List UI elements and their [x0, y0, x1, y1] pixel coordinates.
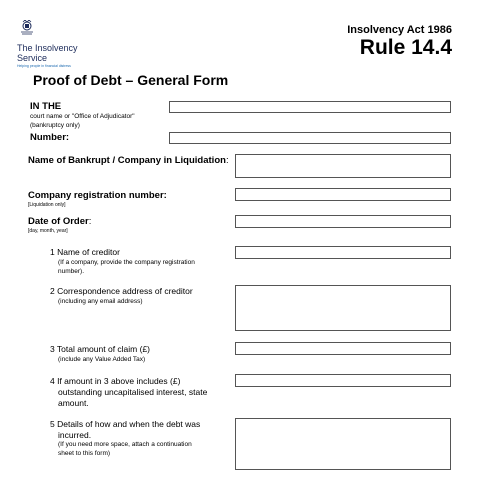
- bankrupt-name-label: Name of Bankrupt / Company in Liquidation:: [28, 155, 229, 166]
- court-name-field[interactable]: [169, 101, 451, 113]
- rule-label: Rule 14.4: [359, 36, 452, 59]
- creditor-address-field[interactable]: [235, 285, 451, 331]
- q4-line3: amount.: [58, 398, 89, 408]
- royal-crest-icon: [20, 20, 34, 36]
- number-label: Number:: [30, 132, 70, 143]
- debt-details-field[interactable]: [235, 418, 451, 470]
- reg-number-label: Company registration number:: [28, 190, 167, 201]
- q2-label: 2 Correspondence address of creditor: [50, 286, 193, 296]
- q5-hint-1: (If you need more space, attach a continuation: [58, 441, 192, 448]
- act-label: Insolvency Act 1986: [347, 24, 452, 36]
- reg-number-field[interactable]: [235, 188, 451, 201]
- q1-hint-2: number).: [58, 268, 85, 275]
- court-hint-1: court name or "Office of Adjudicator": [30, 113, 135, 120]
- q4-line1: 4 If amount in 3 above includes (£): [50, 376, 181, 386]
- in-the-label: IN THE: [30, 101, 62, 112]
- date-order-field[interactable]: [235, 215, 451, 228]
- claim-amount-field[interactable]: [235, 342, 451, 355]
- org-tagline: Helping people in financial distress: [17, 64, 71, 68]
- org-name-line1: The Insolvency: [17, 43, 78, 53]
- q4-line2: outstanding uncapitalised interest, state: [58, 387, 208, 397]
- reg-number-hint: [Liquidation only]: [28, 202, 66, 208]
- q3-label: 3 Total amount of claim (£): [50, 344, 150, 354]
- q5-line1: 5 Details of how and when the debt was: [50, 419, 201, 429]
- q5-hint-2: sheet to this form): [58, 450, 111, 457]
- q1-label: 1 Name of creditor: [50, 247, 120, 257]
- creditor-name-field[interactable]: [235, 246, 451, 259]
- interest-amount-field[interactable]: [235, 374, 451, 387]
- q5-line2: incurred.: [58, 430, 92, 440]
- q1-hint-1: (If a company, provide the company registration: [58, 259, 195, 266]
- bankrupt-name-field[interactable]: [235, 154, 451, 178]
- date-order-label: Date of Order:: [28, 216, 92, 227]
- date-order-hint: [day, month, year]: [28, 228, 68, 234]
- page-title: Proof of Debt – General Form: [33, 72, 229, 88]
- q3-hint: (include any Value Added Tax): [58, 356, 146, 363]
- number-field[interactable]: [169, 132, 451, 144]
- court-hint-2: (bankruptcy only): [30, 122, 80, 129]
- org-name-line2: Service: [17, 53, 48, 63]
- q2-hint: (including any email address): [58, 298, 143, 305]
